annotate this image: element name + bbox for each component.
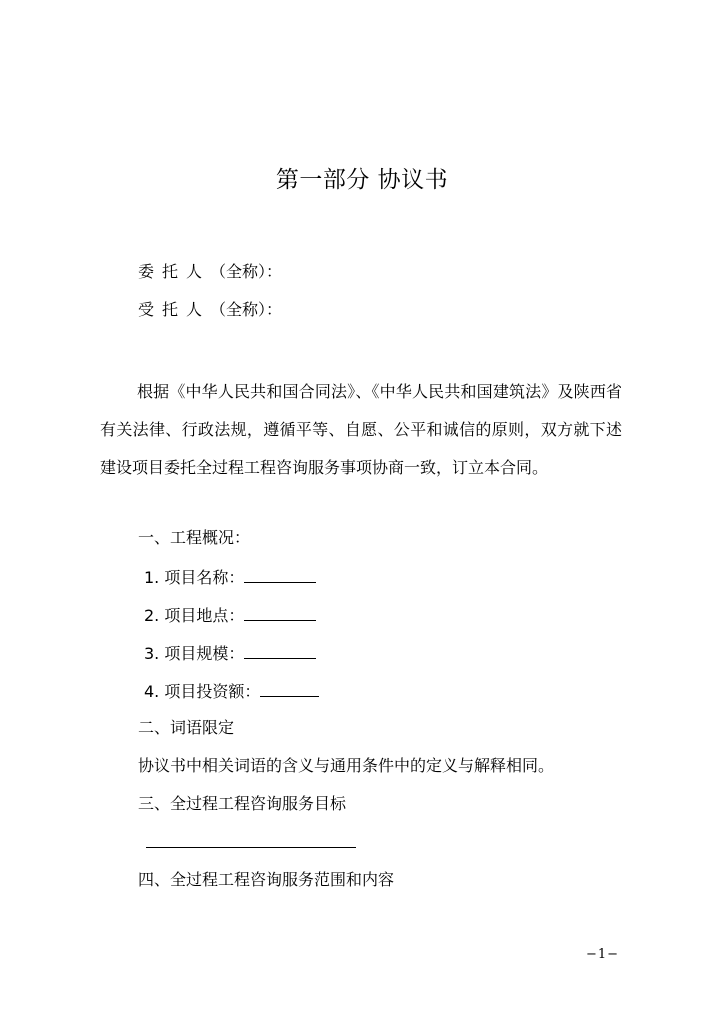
project-scale-blank	[244, 641, 316, 659]
project-scale-label: 3. 项目规模：	[144, 644, 245, 663]
project-location-blank	[244, 603, 316, 621]
project-item-location	[144, 603, 316, 627]
project-investment-blank	[260, 679, 319, 697]
section-heading-project-overview: 一、工程概况：	[138, 528, 251, 547]
contractor-party-line	[138, 299, 282, 321]
page-number: −1−	[586, 947, 620, 962]
client-label: 委托人	[138, 262, 211, 281]
definitions-text: 协议书中相关词语的含义与通用条件中的定义与解释相同。	[138, 756, 555, 775]
section-heading-definitions: 二、词语限定	[138, 718, 235, 737]
project-investment-label: 4. 项目投资额：	[144, 682, 261, 701]
client-suffix: （全称）：	[210, 262, 283, 281]
project-item-name	[144, 565, 316, 589]
project-name-blank	[244, 565, 316, 583]
contractor-suffix: （全称）：	[210, 300, 283, 319]
project-item-investment	[144, 679, 319, 703]
project-item-scale	[144, 641, 316, 665]
section-heading-service-scope: 四、全过程工程咨询服务范围和内容	[138, 870, 395, 889]
project-name-label: 1. 项目名称：	[144, 568, 245, 587]
contractor-label: 受托人	[138, 300, 211, 319]
intro-paragraph: 根据《中华人民共和国合同法》、《中华人民共和国建筑法》及陕西省有关法律、行政法规，遵循平等、自愿、公平和诚信的原则，双方就下述建设项目委托全过程工程咨询服务事项协商一致，订立本合同。	[100, 382, 622, 477]
client-party-line	[138, 261, 282, 283]
page-title: 第一部分 协议书	[275, 167, 449, 193]
section-heading-service-goal: 三、全过程工程咨询服务目标	[138, 794, 347, 813]
project-location-label: 2. 项目地点：	[144, 606, 245, 625]
service-goal-blank	[146, 847, 356, 848]
